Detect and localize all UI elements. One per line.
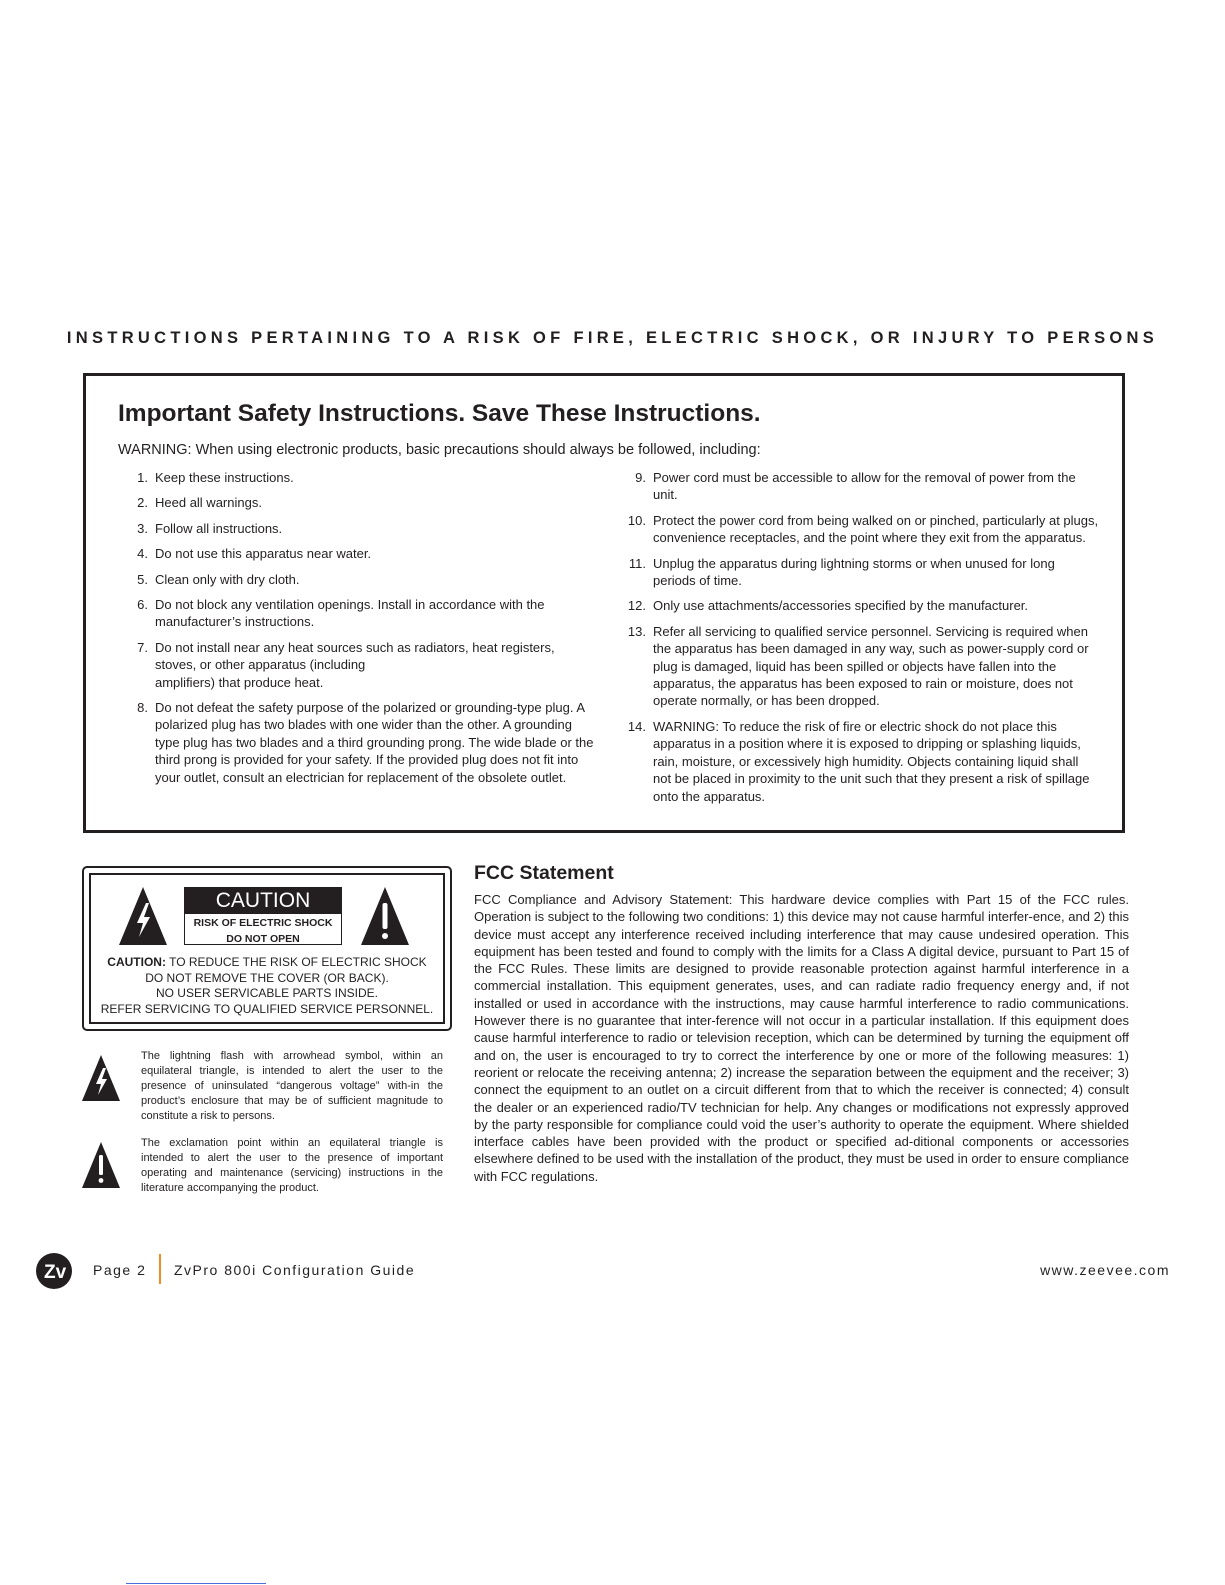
item-number: 9. [635, 470, 646, 485]
caution-text-line-4: REFER SERVICING TO QUALIFIED SERVICE PERSONNEL. [100, 1001, 434, 1016]
caution-label [184, 887, 342, 945]
item-text: Do not block any ventilation openings. Install in accordance with the manufacturer’s instructions. [155, 597, 545, 630]
exclamation-triangle-icon [361, 887, 409, 945]
logo-text: Zv [44, 1262, 67, 1283]
item-text: Unplug the apparatus during lightning storms or when unused for long periods of time. [653, 555, 1055, 589]
safety-list-left [121, 469, 596, 794]
item-number: 13. [627, 623, 646, 639]
page-banner: INSTRUCTIONS PERTAINING TO A RISK OF FIRE, ELECTRIC SHOCK, OR INJURY TO PERSONS [66, 329, 1159, 347]
safety-instructions-box [83, 373, 1125, 833]
item-text: Keep these instructions. [155, 470, 294, 485]
caution-text-line-3: NO USER SERVICABLE PARTS INSIDE. [155, 986, 379, 1000]
list-item [619, 623, 1099, 710]
item-number: 3. [137, 520, 148, 536]
item-number: 7. [137, 639, 148, 655]
item-number: 4. [137, 546, 148, 562]
caution-text-line-2: DO NOT REMOVE THE COVER (OR BACK). [145, 970, 389, 985]
item-text: Power cord must be accessible to allow for the removal of power from the unit. [653, 470, 1076, 503]
fcc-title: FCC Statement [474, 862, 614, 884]
item-text: WARNING: To reduce the risk of fire or electric shock do not place this apparatus in a position where it is exposed to dripping or splashing liquids, rain, moisture, or excessively high humidity. Objects containing liquid shall not be placed in proximity to the unit such that they present a risk of spillage onto the apparatus. [653, 718, 1090, 804]
caution-sub-2: DO NOT OPEN [226, 933, 300, 945]
caution-sub-1: RISK OF ELECTRIC SHOCK [193, 917, 333, 929]
list-item [121, 571, 596, 588]
item-text: Heed all warnings. [155, 495, 262, 511]
item-number: 5. [137, 571, 148, 587]
item-number: 11. [628, 555, 646, 571]
item-number: 6. [137, 597, 148, 613]
list-item [619, 469, 1099, 504]
guide-title: ZvPro 800i Configuration Guide [174, 1262, 416, 1278]
zeevee-logo-icon [35, 1250, 79, 1290]
list-item [619, 555, 1099, 590]
list-item [121, 545, 596, 562]
list-item [121, 596, 596, 631]
page-footer [0, 1247, 1225, 1291]
lightning-triangle-icon [119, 887, 167, 945]
page-number: Page 2 [93, 1262, 147, 1278]
fcc-body: FCC Compliance and Advisory Statement: This hardware device complies with Part 15 of the FCC rules. Operation is subject to the following two conditions: 1) this device may not cause harmful interfer-ence, and 2) this device must accept any interference received including interference that may cause undesired operation. This equipment has been tested and found to comply with the limits for a Class A digital device, pursuant to Part 15 of the FCC Rules. These limits are designed to provide reasonable protection against harmful interference in a commercial installation. This equipment generates, uses, and can radiate radio frequency energy and, if not installed or used in accordance with the instructions, may cause harmful interference to radio communications. However there is no guarantee that inter-ference will not occur in a particular installation. If this equipment does cause harmful interference to radio or television reception, which can be determined by turning the equipment off and on, the user is encouraged to try to correct the interference by one or more of the following measures: 1) reorient or relocate the receiving antenna; 2) increase the separation between the equipment and the receiver; 3) connect the equipment to an outlet on a circuit different from that to which the receiver is connected; 4) consult the dealer or an experienced radio/TV technician for help. Any changes or modifications not expressly approved by the party responsible for compliance could void the user’s authority to operate the equipment. Where shielded interface cables have been provided with the product or specified ad-ditional components or accessories elsewhere defined to be used with the installation of the product, they must be used in order to ensure compliance with FCC regulations. [474, 892, 1129, 1184]
list-item [619, 718, 1099, 805]
safety-title: Important Safety Instructions. Save These Instructions. [118, 400, 761, 427]
item-number: 10. [627, 512, 646, 528]
item-number: 2. [137, 495, 148, 511]
caution-text-line-1: TO REDUCE THE RISK OF ELECTRIC SHOCK [165, 955, 427, 969]
item-text: Only use attachments/accessories specified by the manufacturer. [653, 598, 1029, 614]
website-link[interactable]: www.zeevee.com [1040, 1262, 1170, 1278]
caution-text [91, 955, 443, 1017]
safety-warning: WARNING: When using electronic products, basic precautions should always be followed, including: [118, 442, 761, 458]
exclamation-note-text: The exclamation point within an equilateral triangle is intended to alert the user to the presence of important operating and maintenance (servicing) instructions in the literature accompanying the product. [141, 1137, 443, 1194]
item-text: Refer all servicing to qualified service personnel. Servicing is required when the apparatus has been damaged in any way, such as power-supply cord or plug is damaged, liquid has been spilled or objects have fallen into the apparatus, the apparatus has been exposed to rain or moisture, does not operate normally, or has been dropped. [653, 623, 1089, 709]
caution-text-label: CAUTION: [107, 955, 166, 969]
list-item [121, 469, 596, 486]
footer-separator [159, 1254, 161, 1284]
item-text: Do not use this apparatus near water. [155, 546, 372, 562]
item-text: Clean only with dry cloth. [155, 571, 300, 587]
bottom-link-underline [126, 1583, 266, 1584]
exclamation-triangle-icon [82, 1142, 120, 1188]
caution-word: CAUTION [185, 888, 341, 914]
item-text: Do not defeat the safety purpose of the polarized or grounding-type plug. A polarized plug has two blades with one wider than the other. A grounding type plug has two blades and a third grounding prong. The wide blade or the third prong is provided for your safety. If the provided plug does not fit into your outlet, consult an electrician for replacement of the obsolete outlet. [155, 700, 594, 785]
list-item [619, 597, 1099, 614]
caution-label-inner [89, 873, 445, 1024]
list-item [121, 494, 596, 511]
list-item [121, 520, 596, 537]
list-item [619, 512, 1099, 547]
list-item [121, 699, 596, 786]
item-number: 1. [137, 470, 148, 485]
item-text: Protect the power cord from being walked on or pinched, particularly at plugs, convenience receptacles, and the point where they exit from the apparatus. [653, 512, 1099, 546]
safety-list-right [619, 469, 1099, 813]
item-number: 14. [627, 718, 646, 734]
item-number: 8. [137, 700, 148, 716]
caution-label-box [82, 866, 452, 1031]
item-text: Do not install near any heat sources such as radiators, heat registers, stoves, or other apparatus (including amplifiers) that produce heat. [155, 639, 555, 690]
lightning-note-text: The lightning flash with arrowhead symbol, within an equilateral triangle, is intended to alert the user to the presence of uninsulated “dangerous voltage” with-in the product’s enclosure that may be of sufficient magnitude to constitute a risk to persons. [141, 1050, 443, 1122]
lightning-triangle-icon [82, 1055, 120, 1101]
list-item [121, 639, 596, 691]
item-number: 12. [627, 598, 646, 614]
item-text: Follow all instructions. [155, 520, 283, 536]
